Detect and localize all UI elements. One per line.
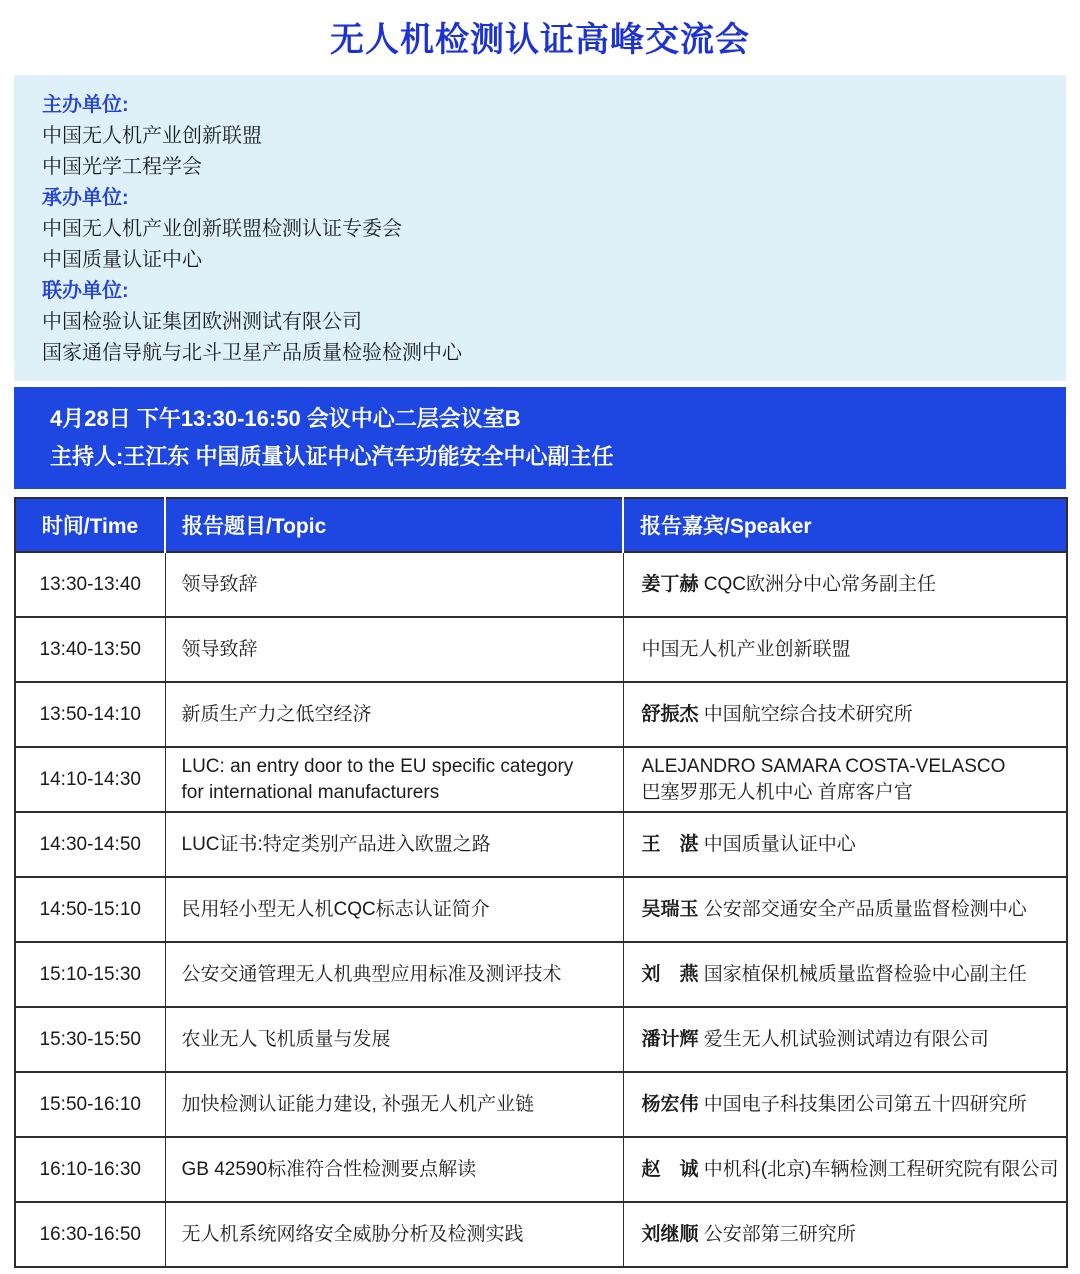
speaker-line xyxy=(642,637,1067,663)
time-cell: 16:10-16:30 xyxy=(15,1137,165,1202)
speaker-cell xyxy=(623,1007,1067,1072)
co-organizer-item: 国家通信导航与北斗卫星产品质量检验检测中心 xyxy=(42,342,462,364)
speaker-line xyxy=(642,1157,1067,1183)
speaker-cell xyxy=(623,552,1067,617)
speaker-affiliation: 公安部第三研究所 xyxy=(703,1223,856,1245)
speaker-name: 潘计辉 xyxy=(641,1028,699,1050)
speaker-name: 赵 诚 xyxy=(641,1158,699,1180)
speaker-affiliation: 国家植保机械质量监督检验中心副主任 xyxy=(703,963,1027,985)
undertaker-item: 中国质量认证中心 xyxy=(42,249,202,271)
table-row xyxy=(15,942,1067,1007)
speaker-affiliation: 爱生无人机试验测试靖边有限公司 xyxy=(703,1028,989,1050)
table-row xyxy=(15,617,1067,682)
time-cell: 14:50-15:10 xyxy=(15,877,165,942)
speaker-affiliation: CQC欧洲分中心常务副主任 xyxy=(703,573,937,595)
topic-line: 新质生产力之低空经济 xyxy=(181,703,372,725)
topic-cell xyxy=(165,812,623,877)
speaker-line xyxy=(642,1222,1067,1248)
topic-line: 无人机系统网络安全威胁分析及检测实践 xyxy=(181,1223,524,1245)
host-label: 主办单位: xyxy=(42,94,129,116)
topic-line: 农业无人飞机质量与发展 xyxy=(181,1028,391,1050)
topic-line: 加快检测认证能力建设, 补强无人机产业链 xyxy=(181,1093,535,1115)
co-organizer-label: 联办单位: xyxy=(42,280,129,302)
table-row xyxy=(15,1007,1067,1072)
table-row xyxy=(15,1137,1067,1202)
speaker-affiliation: ALEJANDRO SAMARA COSTA-VELASCO xyxy=(641,755,1006,777)
host-item: 中国光学工程学会 xyxy=(42,156,202,178)
speaker-affiliation: 中国航空综合技术研究所 xyxy=(703,703,913,725)
session-host: 主持人:王江东 中国质量认证中心汽车功能安全中心副主任 xyxy=(50,444,614,469)
topic-line: 领导致辞 xyxy=(181,638,258,660)
table-row xyxy=(15,552,1067,617)
topic-cell xyxy=(165,617,623,682)
time-cell: 14:10-14:30 xyxy=(15,747,165,812)
topic-line: GB 42590标准符合性检测要点解读 xyxy=(181,1158,477,1180)
time-cell: 15:30-15:50 xyxy=(15,1007,165,1072)
undertaker-item: 中国无人机产业创新联盟检测认证专委会 xyxy=(42,218,402,240)
topic-cell xyxy=(165,1072,623,1137)
time-cell: 13:40-13:50 xyxy=(15,617,165,682)
speaker-cell xyxy=(623,942,1067,1007)
session-banner xyxy=(14,387,1066,489)
topic-line: LUC: an entry door to the EU specific category xyxy=(181,755,574,777)
agenda-rows xyxy=(15,552,1067,1267)
speaker-cell xyxy=(623,682,1067,747)
topic-cell xyxy=(165,682,623,747)
speaker-affiliation: 中国无人机产业创新联盟 xyxy=(641,638,851,660)
table-row xyxy=(15,877,1067,942)
speaker-affiliation: 公安部交通安全产品质量监督检测中心 xyxy=(703,898,1027,920)
speaker-line xyxy=(642,572,1067,598)
speaker-cell xyxy=(623,1137,1067,1202)
undertaker-label: 承办单位: xyxy=(42,187,129,209)
time-cell: 15:10-15:30 xyxy=(15,942,165,1007)
topic-cell xyxy=(165,877,623,942)
time-cell: 13:50-14:10 xyxy=(15,682,165,747)
topic-line: 领导致辞 xyxy=(181,573,258,595)
speaker-name: 舒振杰 xyxy=(641,703,699,725)
co-organizer-item: 中国检验认证集团欧洲测试有限公司 xyxy=(42,311,362,333)
speaker-affiliation: 中国质量认证中心 xyxy=(703,833,856,855)
header-topic: 报告题目/Topic xyxy=(165,498,623,552)
header-speaker: 报告嘉宾/Speaker xyxy=(623,498,1067,552)
speaker-line xyxy=(642,1092,1067,1118)
agenda-header xyxy=(15,498,1067,552)
host-item: 中国无人机产业创新联盟 xyxy=(42,125,262,147)
speaker-line-2: 巴塞罗那无人机中心 首席客户官 xyxy=(641,781,913,803)
time-cell: 16:30-16:50 xyxy=(15,1202,165,1267)
speaker-line xyxy=(642,832,1067,858)
speaker-name: 吴瑞玉 xyxy=(641,898,699,920)
topic-cell xyxy=(165,1202,623,1267)
topic-cell xyxy=(165,942,623,1007)
table-row xyxy=(15,1202,1067,1267)
speaker-name: 杨宏伟 xyxy=(641,1093,699,1115)
topic-cell xyxy=(165,552,623,617)
time-cell: 14:30-14:50 xyxy=(15,812,165,877)
topic-cell xyxy=(165,747,623,812)
table-row xyxy=(15,812,1067,877)
header-time: 时间/Time xyxy=(15,498,165,552)
speaker-name: 刘继顺 xyxy=(641,1223,699,1245)
speaker-cell xyxy=(623,877,1067,942)
speaker-cell xyxy=(623,617,1067,682)
speaker-name: 王 湛 xyxy=(641,833,699,855)
speaker-cell xyxy=(623,1202,1067,1267)
speaker-line xyxy=(642,897,1067,923)
topic-cell xyxy=(165,1007,623,1072)
speaker-line xyxy=(642,702,1067,728)
speaker-affiliation: 中机科(北京)车辆检测工程研究院有限公司 xyxy=(703,1158,1059,1180)
organizers-panel xyxy=(14,75,1066,381)
agenda-table xyxy=(14,497,1068,1268)
speaker-cell xyxy=(623,1072,1067,1137)
page-title: 无人机检测认证高峰交流会 xyxy=(330,21,750,59)
topic-cell xyxy=(165,1137,623,1202)
table-row xyxy=(15,682,1067,747)
table-row xyxy=(15,1072,1067,1137)
topic-line: LUC证书:特定类别产品进入欧盟之路 xyxy=(181,833,491,855)
speaker-affiliation: 中国电子科技集团公司第五十四研究所 xyxy=(703,1093,1027,1115)
topic-line: 公安交通管理无人机典型应用标准及测评技术 xyxy=(181,963,562,985)
speaker-cell xyxy=(623,747,1067,812)
session-time-location: 4月28日 下午13:30-16:50 会议中心二层会议室B xyxy=(50,406,521,431)
topic-line: for international manufacturers xyxy=(181,781,440,803)
time-cell: 15:50-16:10 xyxy=(15,1072,165,1137)
time-cell: 13:30-13:40 xyxy=(15,552,165,617)
topic-line: 民用轻小型无人机CQC标志认证简介 xyxy=(181,898,490,920)
table-row xyxy=(15,747,1067,812)
speaker-line xyxy=(642,962,1067,988)
speaker-name: 刘 燕 xyxy=(641,963,699,985)
speaker-cell xyxy=(623,812,1067,877)
speaker-name: 姜丁赫 xyxy=(641,573,699,595)
speaker-line xyxy=(642,754,1067,780)
speaker-line xyxy=(642,1027,1067,1053)
